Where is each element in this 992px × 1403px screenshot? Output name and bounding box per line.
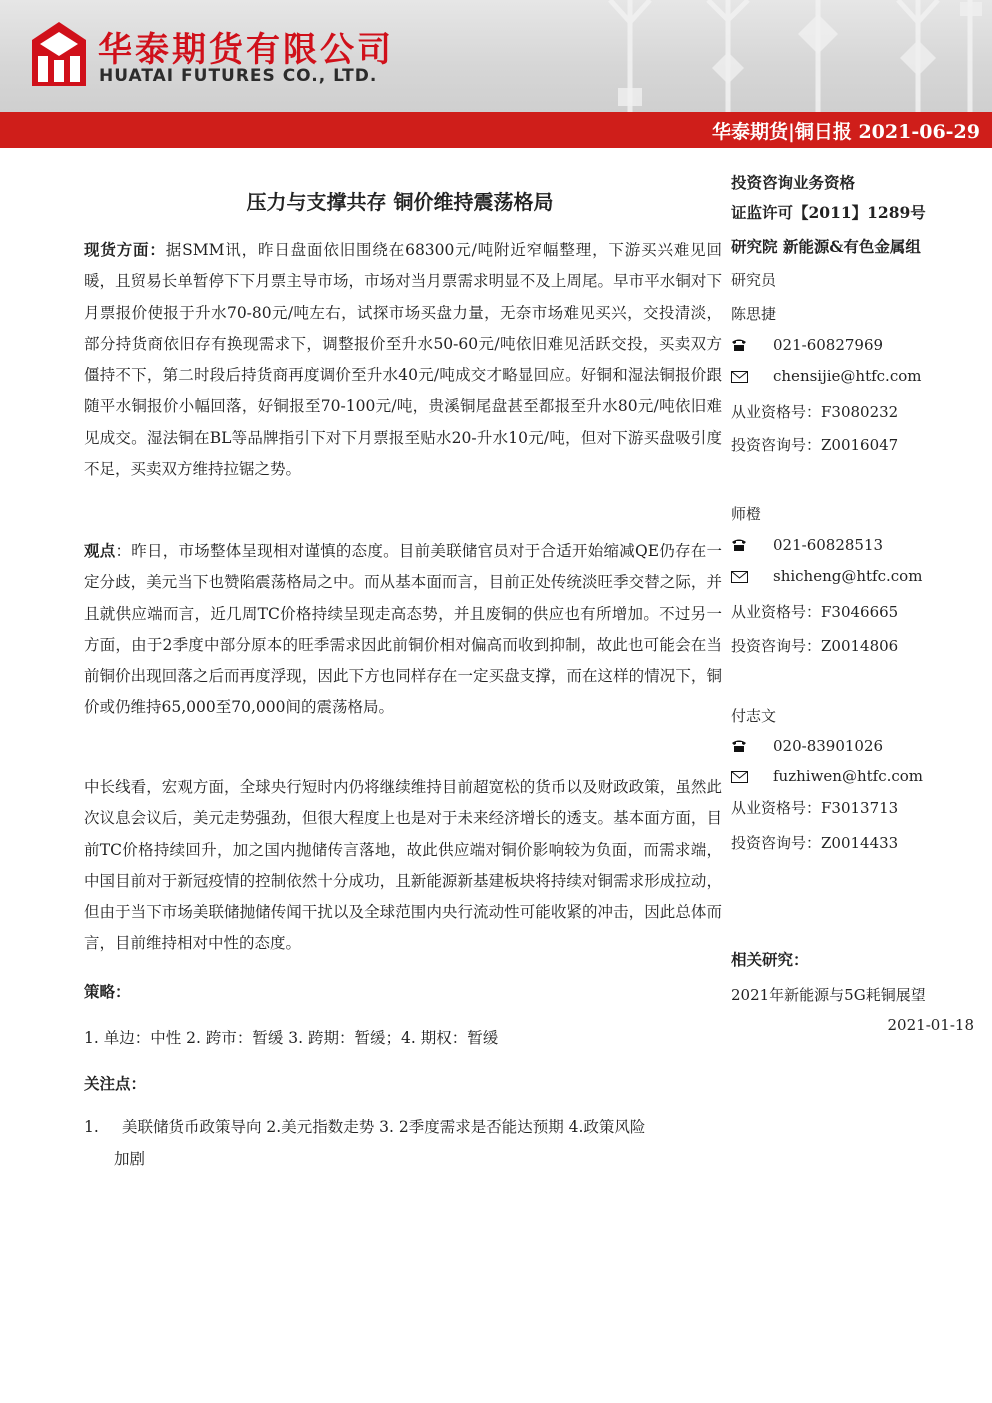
report-tag: 华泰期货|铜日报 2021-06-29 <box>711 121 980 143</box>
report-banner <box>0 112 992 148</box>
analyst-phone: 021-60828513 <box>773 536 884 554</box>
spot-label: 现货方面： <box>84 240 166 259</box>
mail-icon <box>731 767 757 785</box>
analyst-consult: 投资咨询号：Z0016047 <box>731 436 899 454</box>
analyst-email[interactable]: chensijie@htfc.com <box>773 367 922 385</box>
focus-number: 1. <box>84 1118 99 1136</box>
analyst-cert: 从业资格号：F3046665 <box>731 603 899 621</box>
page-header <box>0 0 992 112</box>
company-name-en: HUATAI FUTURES CO., LTD. <box>99 66 378 86</box>
institute-name: 研究院 新能源&有色金属组 <box>731 237 921 256</box>
related-title: 相关研究： <box>731 950 809 969</box>
analyst-consult: 投资咨询号：Z0014433 <box>731 834 899 852</box>
license-number: 证监许可【2011】1289号 <box>731 203 926 222</box>
analyst-phone-row <box>731 536 883 554</box>
company-logo-icon <box>30 20 88 88</box>
company-name-cn: 华泰期货有限公司 <box>98 30 394 70</box>
analyst-email[interactable]: fuzhiwen@htfc.com <box>773 767 924 785</box>
analyst-cert: 从业资格号：F3013713 <box>731 799 899 817</box>
view-text: ：昨日，市场整体呈现相对谨慎的态度。目前美联储官员对于合适开始缩减QE仍存在一定分歧，美元当下也赞陷震荡格局之中。而从基本面而言，目前正处传统淡旺季交替之际，并且就供应端而言，近几周TC价格持续呈现走高态势，并且废铜的供应也有所增加。不过另一方面，由于2季度中部分原本的旺季需求因此前铜价相对偏高而收到抑制，故此也可能会在当前铜价出现回落之后而再度浮现，因此下方也同样存在一定买盘支撑，而在这样的情况下，铜价或仍维持65,000至70,000间的震荡格局。 <box>84 542 722 717</box>
focus-line-1: 美联储货币政策导向 2.美元指数走势 3. 2季度需求是否能达预期 4.政策风险 <box>122 1118 646 1136</box>
mail-icon <box>731 567 757 585</box>
focus-line-2: 加剧 <box>114 1150 146 1168</box>
spot-section <box>84 234 722 485</box>
phone-icon <box>731 336 757 354</box>
role-label: 研究员 <box>731 271 777 289</box>
phone-icon <box>731 737 757 755</box>
report-title: 压力与支撑共存 铜价维持震荡格局 <box>246 190 554 214</box>
focus-list <box>84 1115 722 1137</box>
related-item[interactable]: 2021年新能源与5G耗铜展望 <box>731 986 926 1004</box>
analyst-phone-row <box>731 737 883 755</box>
analyst-name: 陈思捷 <box>731 305 777 323</box>
analyst-email-row <box>731 567 922 585</box>
analyst-email-row <box>731 767 923 785</box>
analyst-email-row <box>731 367 921 385</box>
focus-label: 关注点： <box>84 1074 147 1093</box>
longterm-section <box>84 772 722 960</box>
analyst-cert: 从业资格号：F3080232 <box>731 403 899 421</box>
related-date: 2021-01-18 <box>887 1016 974 1034</box>
mail-icon <box>731 367 757 385</box>
analyst-phone: 021-60827969 <box>773 336 884 354</box>
strategy-text: 1. 单边：中性 2. 跨市：暂缓 3. 跨期：暂缓；4. 期权：暂缓 <box>84 1029 499 1047</box>
analyst-name: 师橙 <box>731 505 762 523</box>
view-section <box>84 535 722 724</box>
spot-text: 据SMM讯，昨日盘面依旧围绕在68300元/吨附近窄幅整理，下游买兴难见回暖，且贸易长单暂停下下月票主导市场，市场对当月票需求明显不及上周尾。早市平水铜对下月票报价使报于升水70-80元/吨左右，试探市场买盘力量，无奈市场难见买兴，交投清淡，部分持货商依旧存有换现需求下，调整报价至升水50-60元/吨依旧难见活跃交投，买卖双方僵持不下，第二时段后持货商再度调价至升水40元/吨成交才略显回应。好铜和湿法铜报价跟随平水铜报价小幅回落，好铜报至70-100元/吨，贵溪铜尾盘甚至都报至升水80元/吨依旧难见成交。湿法铜在BL等品牌指引下对下月票报至贴水20-升水10元/吨，但对下游买盘吸引度不足，买卖双方维持拉锯之势。 <box>84 241 722 479</box>
analyst-name: 付志文 <box>731 707 777 725</box>
analyst-email[interactable]: shicheng@htfc.com <box>773 567 923 585</box>
qualification-title: 投资咨询业务资格 <box>731 173 856 192</box>
strategy-label: 策略： <box>84 982 131 1001</box>
header-decoration <box>600 0 992 112</box>
analyst-phone-row <box>731 336 883 354</box>
longterm-text: 中长线看，宏观方面，全球央行短时内仍将继续维持目前超宽松的货币以及财政政策，虽然此次议息会议后，美元走势强劲，但很大程度上也是对于未来经济增长的透支。基本面方面，目前TC价格持续回升，加之国内抛储传言落地，故此供应端对铜价影响较为负面，而需求端，中国目前对于新冠疫情的控制依然十分成功，且新能源新基建板块将持续对铜需求形成拉动，但由于当下市场美联储抛储传闻干扰以及全球范围内央行流动性可能收紧的冲击，因此总体而言，目前维持相对中性的态度。 <box>84 778 722 953</box>
view-label: 观点 <box>84 541 116 560</box>
phone-icon <box>731 536 757 554</box>
analyst-phone: 020-83901026 <box>773 737 884 755</box>
analyst-consult: 投资咨询号：Z0014806 <box>731 637 899 655</box>
